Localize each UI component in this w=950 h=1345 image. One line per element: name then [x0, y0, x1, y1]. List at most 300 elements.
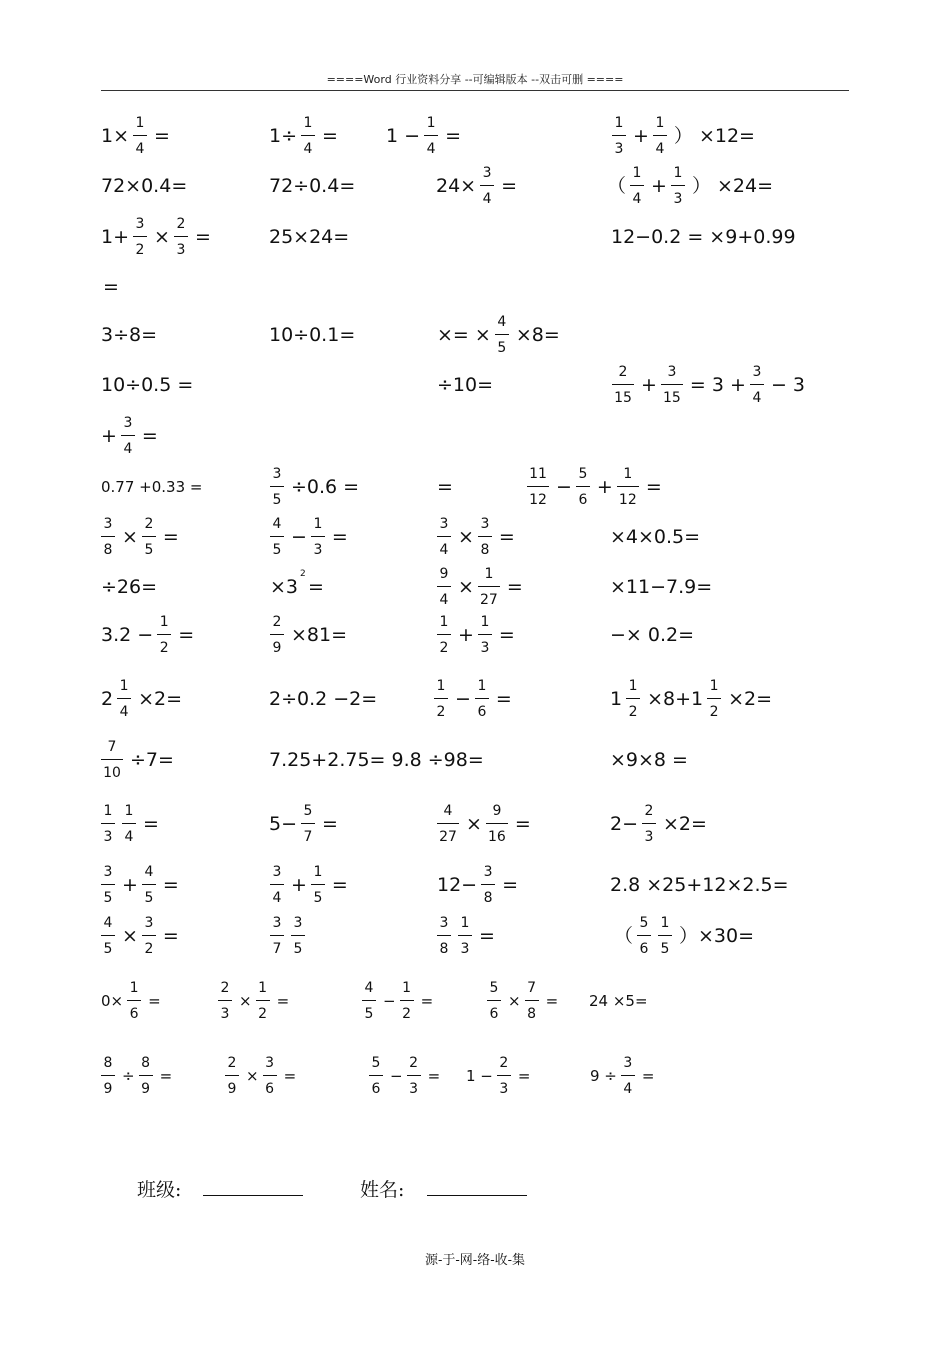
- fraction-numerator: 3: [483, 864, 493, 880]
- fraction-bar: [101, 536, 115, 537]
- expression-text: 0.77 +0.33 =: [101, 478, 203, 496]
- expression-text: ×2=: [728, 688, 773, 710]
- fraction-bar: [478, 586, 500, 587]
- fraction-numerator: 1: [303, 115, 313, 131]
- fraction-numerator: 3: [623, 1055, 633, 1071]
- expression-text: 10÷0.1=: [269, 324, 356, 346]
- expression-text: −× 0.2=: [610, 624, 695, 646]
- fraction-bar: [750, 384, 764, 385]
- fraction-numerator: 5: [639, 915, 649, 931]
- fraction-bar: [270, 536, 284, 537]
- fraction-bar: [497, 1075, 511, 1076]
- fraction-numerator: 3: [123, 415, 133, 431]
- fraction-bar: [437, 823, 459, 824]
- expression-text: =: [148, 992, 161, 1010]
- fraction-bar: [576, 486, 590, 487]
- fraction-numerator: 2: [644, 803, 654, 819]
- fraction-numerator: 1: [103, 803, 113, 819]
- expression-text: +: [291, 874, 307, 896]
- expression-text: ） ×12=: [673, 125, 755, 147]
- expression-text: ×: [458, 576, 474, 598]
- fraction-numerator: 3: [482, 165, 492, 181]
- expression-text: −: [390, 1067, 403, 1085]
- expression-text: ÷10=: [437, 374, 494, 396]
- fraction-numerator: 1: [119, 678, 129, 694]
- expression-text: 5−: [269, 813, 298, 835]
- expression-text: 12−: [437, 874, 478, 896]
- fraction-bar: [400, 1000, 414, 1001]
- expression-text: =: [283, 1067, 297, 1085]
- expression-text: ×: [458, 526, 474, 548]
- expression-text: =: [322, 125, 338, 147]
- fraction-denominator: 6: [489, 1006, 499, 1022]
- fraction-numerator: 1: [436, 678, 446, 694]
- fraction-denominator: 2: [436, 704, 446, 720]
- expression-text: 0×: [101, 992, 124, 1010]
- fraction-denominator: 4: [482, 191, 492, 207]
- expression-text: 2.8 ×25+12×2.5=: [610, 874, 789, 896]
- expression-text: =: [162, 526, 179, 548]
- fraction-numerator: 1: [135, 115, 145, 131]
- fraction-bar: [653, 135, 667, 136]
- fraction-denominator: 2: [709, 704, 719, 720]
- fraction-numerator: 1: [460, 915, 470, 931]
- expression-text: 3÷8=: [101, 324, 158, 346]
- expression-text: − 3: [770, 374, 805, 396]
- expression-text: =: [194, 226, 211, 248]
- fraction-bar: [434, 698, 448, 699]
- expression-text: ×3: [270, 576, 299, 598]
- fraction-bar: [525, 1000, 539, 1001]
- fraction-denominator: 3: [220, 1006, 230, 1022]
- fraction-denominator: 6: [129, 1006, 139, 1022]
- expression-text: =: [517, 1067, 531, 1085]
- fraction-bar: [407, 1075, 421, 1076]
- fraction-numerator: 7: [527, 980, 537, 996]
- fraction-bar: [486, 823, 508, 824]
- expression-text: =: [501, 175, 518, 197]
- fraction-bar: [101, 1075, 115, 1076]
- fraction-numerator: 2: [409, 1055, 419, 1071]
- expression-text: =: [498, 526, 515, 548]
- fraction-numerator: 1: [426, 115, 436, 131]
- fraction-numerator: 1: [614, 115, 624, 131]
- fraction-denominator: 4: [135, 141, 145, 157]
- fraction-denominator: 5: [293, 941, 303, 957]
- expression-text: =: [437, 476, 453, 498]
- fraction-denominator: 3: [614, 141, 624, 157]
- expression-text: 1 −: [466, 1067, 493, 1085]
- fraction-denominator: 5: [103, 890, 113, 906]
- fraction-denominator: 3: [460, 941, 470, 957]
- fraction-denominator: 3: [313, 542, 323, 558]
- fraction-denominator: 3: [644, 829, 654, 845]
- expression-text: 72×0.4=: [101, 175, 188, 197]
- expression-text: =: [276, 992, 290, 1010]
- fraction-bar: [142, 884, 156, 885]
- fraction-denominator: 8: [439, 941, 449, 957]
- expression-text: （: [607, 175, 627, 197]
- fraction-denominator: 8: [103, 542, 113, 558]
- expression-text: +: [633, 125, 649, 147]
- fraction-denominator: 15: [614, 390, 632, 406]
- fraction-numerator: 1: [258, 980, 268, 996]
- fraction-denominator: 27: [480, 592, 498, 608]
- expression-text: =: [322, 813, 338, 835]
- expression-text: =: [308, 576, 324, 598]
- expression-text: =: [143, 813, 159, 835]
- fraction-denominator: 10: [103, 765, 121, 781]
- fraction-denominator: 4: [655, 141, 665, 157]
- fraction-denominator: 2: [258, 1006, 268, 1022]
- fraction-numerator: 3: [439, 915, 449, 931]
- fraction-numerator: 2: [176, 216, 186, 232]
- fraction-bar: [127, 1000, 141, 1001]
- name-blank[interactable]: [427, 1195, 527, 1196]
- fraction-numerator: 8: [141, 1055, 151, 1071]
- fraction-bar: [437, 586, 451, 587]
- fraction-numerator: 2: [144, 516, 154, 532]
- fraction-denominator: 4: [426, 141, 436, 157]
- expression-text: 3.2 −: [101, 624, 154, 646]
- fraction-bar: [291, 935, 305, 936]
- fraction-bar: [133, 135, 147, 136]
- fraction-numerator: 3: [103, 864, 113, 880]
- fraction-denominator: 2: [144, 941, 154, 957]
- fraction-numerator: 8: [103, 1055, 113, 1071]
- expression-text: −: [556, 476, 572, 498]
- expression-text: ×: [466, 813, 482, 835]
- expression-text: =: [498, 624, 515, 646]
- fraction-numerator: 3: [272, 466, 282, 482]
- expression-text: ×: [122, 925, 138, 947]
- fraction-denominator: 3: [480, 640, 490, 656]
- fraction-numerator: 3: [293, 915, 303, 931]
- fraction-bar: [122, 823, 136, 824]
- fraction-numerator: 11: [529, 466, 547, 482]
- fraction-denominator: 5: [144, 542, 154, 558]
- fraction-bar: [458, 935, 472, 936]
- fraction-bar: [174, 236, 188, 237]
- fraction-numerator: 4: [364, 980, 374, 996]
- fraction-numerator: 1: [623, 466, 633, 482]
- fraction-denominator: 3: [409, 1081, 419, 1097]
- fraction-numerator: 4: [443, 803, 453, 819]
- expression-text: 1 −: [386, 125, 421, 147]
- expression-text: ×2=: [138, 688, 183, 710]
- fraction-denominator: 4: [119, 704, 129, 720]
- expression-text: ×2=: [663, 813, 707, 835]
- expression-text: +: [122, 874, 138, 896]
- fraction-numerator: 4: [103, 915, 113, 931]
- fraction-bar: [311, 884, 325, 885]
- fraction-bar: [225, 1075, 239, 1076]
- expression-text: =: [141, 425, 158, 447]
- fraction-numerator: 3: [265, 1055, 275, 1071]
- fraction-numerator: 1: [660, 915, 670, 931]
- fraction-numerator: 9: [492, 803, 502, 819]
- fraction-numerator: 2: [220, 980, 230, 996]
- expression-text: −: [291, 526, 307, 548]
- fraction-denominator: 15: [663, 390, 681, 406]
- expression-text: +: [596, 476, 613, 498]
- fraction-denominator: 4: [123, 441, 133, 457]
- fraction-denominator: 4: [752, 390, 762, 406]
- expression-text: 2−: [610, 813, 639, 835]
- fraction-denominator: 2: [159, 640, 169, 656]
- fraction-denominator: 5: [364, 1006, 374, 1022]
- expression-text: =: [545, 992, 559, 1010]
- expression-text: 10÷0.5 =: [101, 374, 194, 396]
- expression-text: =: [645, 476, 662, 498]
- expression-text: ×= ×: [437, 324, 491, 346]
- source-note: 源-于-网-络-收-集: [425, 1253, 525, 1268]
- fraction-bar: [707, 698, 721, 699]
- fraction-numerator: 2: [227, 1055, 237, 1071]
- fraction-numerator: 1: [673, 165, 683, 181]
- expression-text: 72÷0.4=: [269, 175, 356, 197]
- fraction-numerator: 5: [303, 803, 313, 819]
- expression-text: 2÷0.2 −2=: [269, 688, 378, 710]
- fraction-denominator: 2: [402, 1006, 412, 1022]
- expression-text: 24×: [436, 175, 477, 197]
- expression-text: ×11−7.9=: [610, 576, 713, 598]
- fraction-bar: [218, 1000, 232, 1001]
- fraction-denominator: 7: [303, 829, 313, 845]
- expression-text: ×: [246, 1067, 259, 1085]
- expression-text: ×4×0.5=: [610, 526, 701, 548]
- fraction-numerator: 2: [272, 614, 282, 630]
- expression-text: =: [506, 576, 523, 598]
- fraction-numerator: 1: [477, 678, 487, 694]
- fraction-bar: [661, 384, 683, 385]
- fraction-numerator: 1: [628, 678, 638, 694]
- fraction-denominator: 6: [639, 941, 649, 957]
- fraction-numerator: 3: [103, 516, 113, 532]
- fraction-numerator: 9: [439, 566, 449, 582]
- fraction-denominator: 5: [144, 890, 154, 906]
- expression-text: ×: [122, 526, 138, 548]
- expression-text: = 3 +: [689, 374, 746, 396]
- fraction-numerator: 1: [129, 980, 139, 996]
- exponent: 2: [300, 569, 306, 579]
- fraction-numerator: 1: [402, 980, 412, 996]
- fraction-denominator: 6: [578, 492, 588, 508]
- fraction-bar: [437, 536, 451, 537]
- expression-text: =: [162, 925, 179, 947]
- fraction-numerator: 7: [107, 739, 117, 755]
- fraction-bar: [270, 884, 284, 885]
- fraction-bar: [121, 435, 135, 436]
- expression-text: =: [514, 813, 531, 835]
- expression-text: 24 ×5=: [589, 992, 648, 1010]
- expression-text: ×8=: [515, 324, 560, 346]
- fraction-bar: [642, 823, 656, 824]
- expression-text: 9 ÷: [590, 1067, 617, 1085]
- fraction-bar: [478, 536, 492, 537]
- expression-text: −: [455, 688, 471, 710]
- fraction-bar: [301, 135, 315, 136]
- expression-text: =: [178, 624, 195, 646]
- fraction-bar: [101, 935, 115, 936]
- fraction-numerator: 5: [489, 980, 499, 996]
- expression-text: ÷0.6 =: [291, 476, 360, 498]
- fraction-bar: [626, 698, 640, 699]
- fraction-denominator: 8: [527, 1006, 537, 1022]
- expression-text: =: [502, 874, 519, 896]
- fraction-numerator: 3: [272, 915, 282, 931]
- fraction-denominator: 4: [439, 592, 449, 608]
- expression-text: −: [383, 992, 396, 1010]
- fraction-bar: [612, 135, 626, 136]
- fraction-denominator: 5: [272, 542, 282, 558]
- fraction-denominator: 9: [141, 1081, 151, 1097]
- page-header: ====Word 行业资料分享 --可编辑版本 --双击可删 ====: [326, 73, 624, 86]
- fraction-numerator: 3: [272, 864, 282, 880]
- fraction-numerator: 3: [144, 915, 154, 931]
- expression-text: =: [331, 874, 348, 896]
- header-divider: [101, 90, 849, 91]
- fraction-bar: [157, 634, 171, 635]
- expression-text: +: [101, 425, 117, 447]
- fraction-bar: [478, 634, 492, 635]
- expression-text: =: [479, 925, 495, 947]
- fraction-bar: [301, 823, 315, 824]
- expression-text: 7.25+2.75= 9.8 ÷98=: [269, 749, 484, 771]
- fraction-denominator: 4: [124, 829, 134, 845]
- expression-text: ×81=: [291, 624, 348, 646]
- expression-text: 2: [101, 688, 114, 710]
- expression-text: =: [641, 1067, 655, 1085]
- expression-text: =: [103, 276, 119, 298]
- class-blank[interactable]: [203, 1195, 303, 1196]
- fraction-denominator: 5: [660, 941, 670, 957]
- fraction-numerator: 1: [632, 165, 642, 181]
- fraction-numerator: 1: [484, 566, 494, 582]
- fraction-denominator: 3: [673, 191, 683, 207]
- fraction-bar: [133, 236, 147, 237]
- expression-text: ）×30=: [679, 925, 755, 947]
- expression-text: ×: [154, 226, 170, 248]
- fraction-numerator: 3: [480, 516, 490, 532]
- fraction-bar: [475, 698, 489, 699]
- fraction-numerator: 1: [313, 864, 323, 880]
- fraction-denominator: 5: [272, 492, 282, 508]
- expression-text: 12−0.2 = ×9+0.99: [611, 226, 796, 248]
- fraction-numerator: 2: [499, 1055, 509, 1071]
- fraction-bar: [495, 334, 509, 335]
- fraction-bar: [480, 185, 494, 186]
- fraction-numerator: 1: [159, 614, 169, 630]
- fraction-denominator: 5: [103, 941, 113, 957]
- expression-text: 1+: [101, 226, 130, 248]
- fraction-bar: [142, 935, 156, 936]
- fraction-denominator: 2: [135, 242, 145, 258]
- expression-text: ÷26=: [101, 576, 158, 598]
- fraction-denominator: 4: [623, 1081, 633, 1097]
- fraction-denominator: 5: [313, 890, 323, 906]
- fraction-denominator: 3: [176, 242, 186, 258]
- fraction-bar: [424, 135, 438, 136]
- expression-text: ×9×8 =: [610, 749, 688, 771]
- expression-text: ×: [508, 992, 521, 1010]
- fraction-denominator: 5: [497, 340, 507, 356]
- fraction-bar: [139, 1075, 153, 1076]
- expression-text: =: [495, 688, 512, 710]
- fraction-denominator: 6: [371, 1081, 381, 1097]
- fraction-bar: [437, 935, 451, 936]
- name-label: 姓名:: [360, 1179, 405, 1201]
- expression-text: =: [445, 125, 461, 147]
- fraction-bar: [658, 935, 672, 936]
- fraction-numerator: 5: [578, 466, 588, 482]
- fraction-denominator: 8: [483, 890, 493, 906]
- fraction-bar: [362, 1000, 376, 1001]
- expression-text: ×: [239, 992, 252, 1010]
- fraction-denominator: 12: [618, 492, 637, 508]
- fraction-denominator: 4: [439, 542, 449, 558]
- fraction-bar: [487, 1000, 501, 1001]
- fraction-bar: [612, 384, 634, 385]
- expression-text: =: [154, 125, 170, 147]
- fraction-bar: [481, 884, 495, 885]
- expression-text: =: [159, 1067, 173, 1085]
- fraction-bar: [527, 486, 549, 487]
- fraction-denominator: 2: [628, 704, 638, 720]
- fraction-denominator: 16: [488, 829, 506, 845]
- fraction-bar: [270, 486, 284, 487]
- expression-text: =: [420, 992, 434, 1010]
- expression-text: +: [651, 175, 667, 197]
- fraction-denominator: 27: [439, 829, 457, 845]
- expression-text: 1: [610, 688, 623, 710]
- fraction-bar: [101, 823, 115, 824]
- fraction-bar: [437, 634, 451, 635]
- fraction-numerator: 3: [752, 364, 762, 380]
- expression-text: ×8+1: [647, 688, 704, 710]
- fraction-numerator: 1: [709, 678, 719, 694]
- expression-text: 1×: [101, 125, 130, 147]
- fraction-denominator: 4: [272, 890, 282, 906]
- expression-text: =: [331, 526, 348, 548]
- class-label: 班级:: [137, 1179, 182, 1201]
- fraction-bar: [637, 935, 651, 936]
- fraction-denominator: 9: [103, 1081, 113, 1097]
- expression-text: 25×24=: [269, 226, 350, 248]
- fraction-bar: [256, 1000, 270, 1001]
- fraction-bar: [311, 536, 325, 537]
- expression-text: +: [641, 374, 657, 396]
- fraction-denominator: 9: [227, 1081, 237, 1097]
- fraction-denominator: 8: [480, 542, 490, 558]
- fraction-numerator: 2: [618, 364, 628, 380]
- fraction-numerator: 4: [272, 516, 282, 532]
- fraction-bar: [142, 536, 156, 537]
- expression-text: 1÷: [269, 125, 298, 147]
- fraction-denominator: 6: [477, 704, 487, 720]
- fraction-numerator: 1: [124, 803, 134, 819]
- fraction-numerator: 3: [135, 216, 145, 232]
- fraction-bar: [630, 185, 644, 186]
- fraction-denominator: 2: [439, 640, 449, 656]
- fraction-bar: [621, 1075, 635, 1076]
- fraction-denominator: 12: [529, 492, 547, 508]
- fraction-numerator: 3: [667, 364, 677, 380]
- expression-text: +: [458, 624, 474, 646]
- fraction-bar: [270, 634, 284, 635]
- fraction-denominator: 9: [272, 640, 282, 656]
- fraction-denominator: 4: [303, 141, 313, 157]
